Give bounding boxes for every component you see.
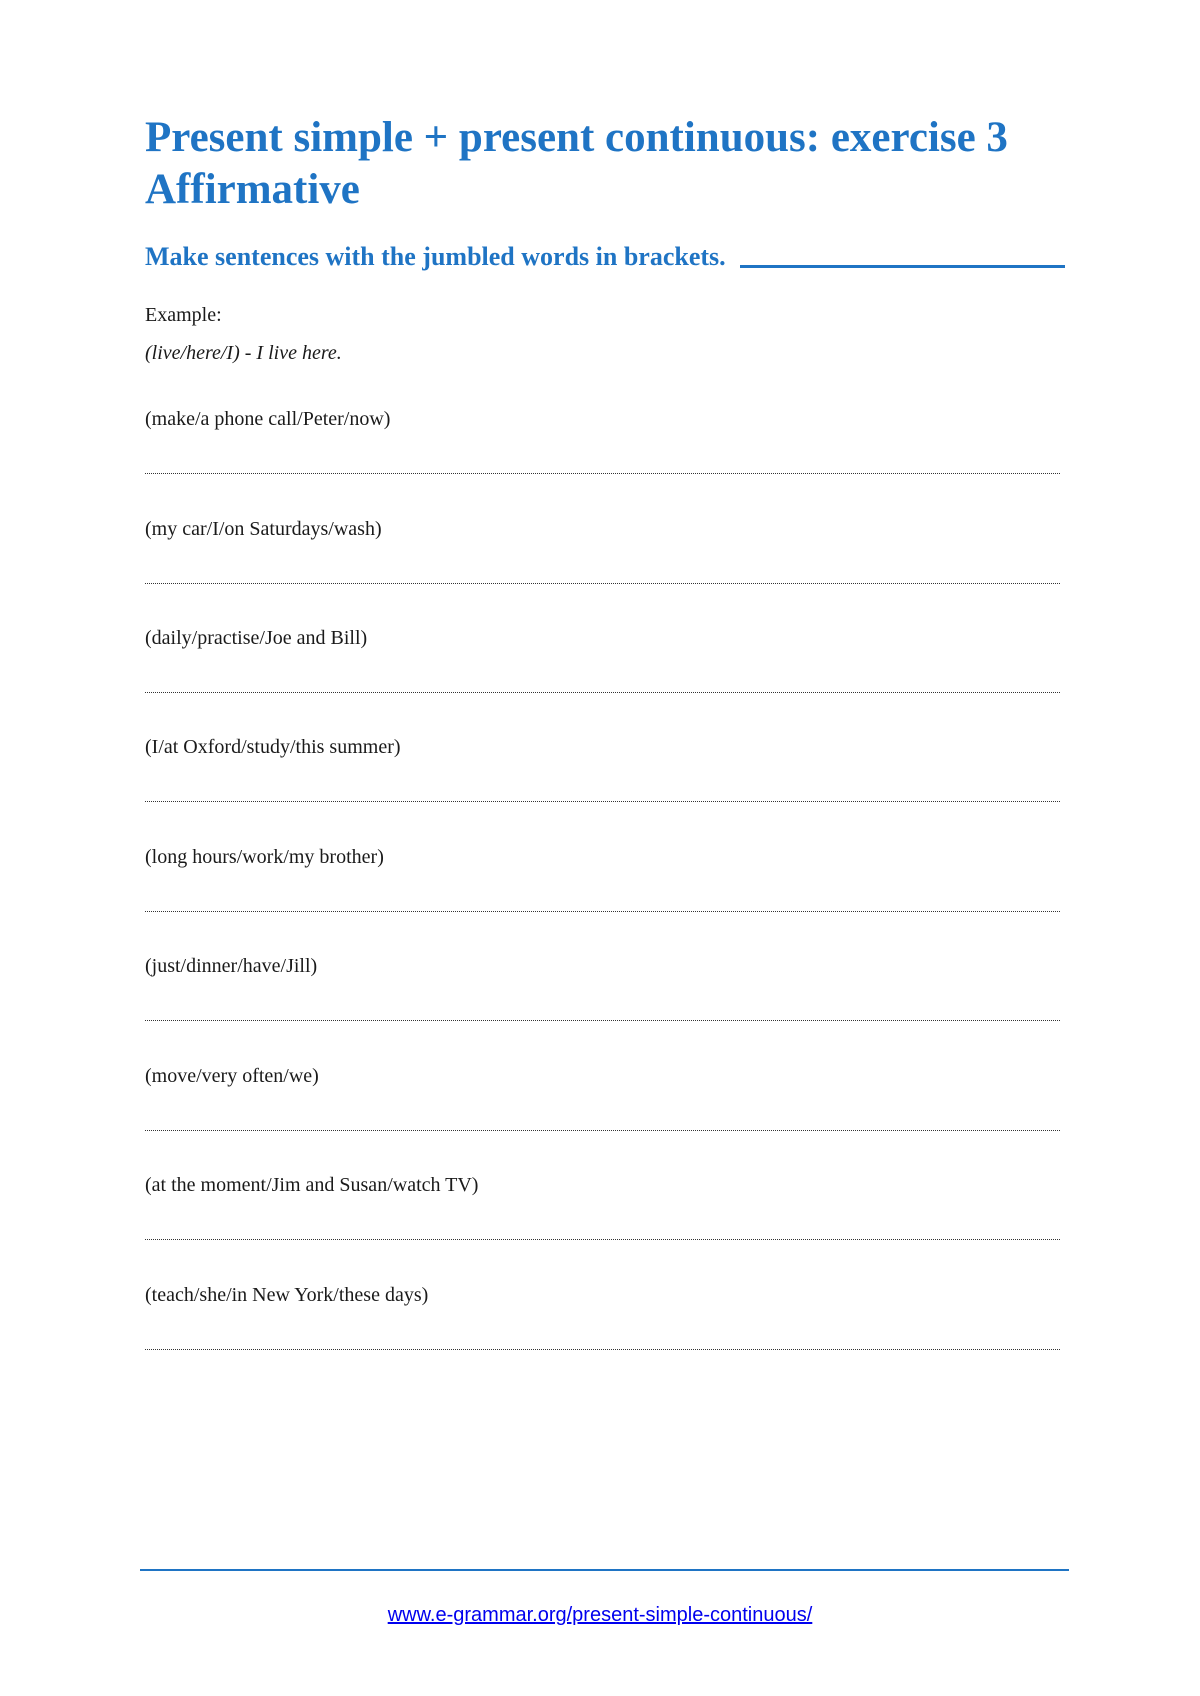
exercise-item-3 [145, 625, 1060, 651]
instruction-underline [740, 265, 1065, 268]
answer-line[interactable] [145, 1239, 1060, 1240]
answer-line[interactable] [145, 473, 1060, 474]
exercise-prompt: (my car/I/on Saturdays/wash) [145, 518, 382, 540]
exercise-item-4 [145, 734, 1060, 760]
exercise-prompt: (daily/practise/Joe and Bill) [145, 627, 368, 649]
exercise-prompt: (move/very often/we) [145, 1065, 319, 1087]
exercise-prompt: (at the moment/Jim and Susan/watch TV) [145, 1174, 479, 1196]
example-text: (live/here/I) - I live here. [145, 342, 342, 364]
exercise-prompt: (just/dinner/have/Jill) [145, 955, 318, 977]
exercise-prompt: (teach/she/in New York/these days) [145, 1284, 429, 1306]
answer-line[interactable] [145, 1130, 1060, 1131]
instruction-text: Make sentences with the jumbled words in brackets. [145, 242, 726, 271]
answer-line[interactable] [145, 911, 1060, 912]
exercise-item-2 [145, 516, 1060, 542]
instruction-row [145, 240, 1065, 274]
example-label: Example: [145, 304, 222, 326]
exercise-item-8 [145, 1172, 1060, 1198]
answer-line[interactable] [145, 692, 1060, 693]
exercise-prompt: (I/at Oxford/study/this summer) [145, 736, 401, 758]
exercise-item-5 [145, 844, 1060, 870]
exercise-item-1 [145, 406, 1060, 432]
exercise-prompt: (make/a phone call/Peter/now) [145, 408, 391, 430]
exercise-item-6 [145, 953, 1060, 979]
title-line-1: Present simple + present continuous: exercise 3 [145, 114, 1008, 161]
answer-line[interactable] [145, 583, 1060, 584]
page-title [145, 112, 1065, 216]
footer-divider [140, 1569, 1069, 1571]
answer-line[interactable] [145, 801, 1060, 802]
answer-line[interactable] [145, 1020, 1060, 1021]
exercise-prompt: (long hours/work/my brother) [145, 846, 384, 868]
exercise-item-9 [145, 1282, 1060, 1308]
answer-line[interactable] [145, 1349, 1060, 1350]
footer-link[interactable]: www.e-grammar.org/present-simple-continuous/ [387, 1604, 813, 1626]
title-line-2: Affirmative [145, 166, 360, 213]
exercise-item-7 [145, 1063, 1060, 1089]
